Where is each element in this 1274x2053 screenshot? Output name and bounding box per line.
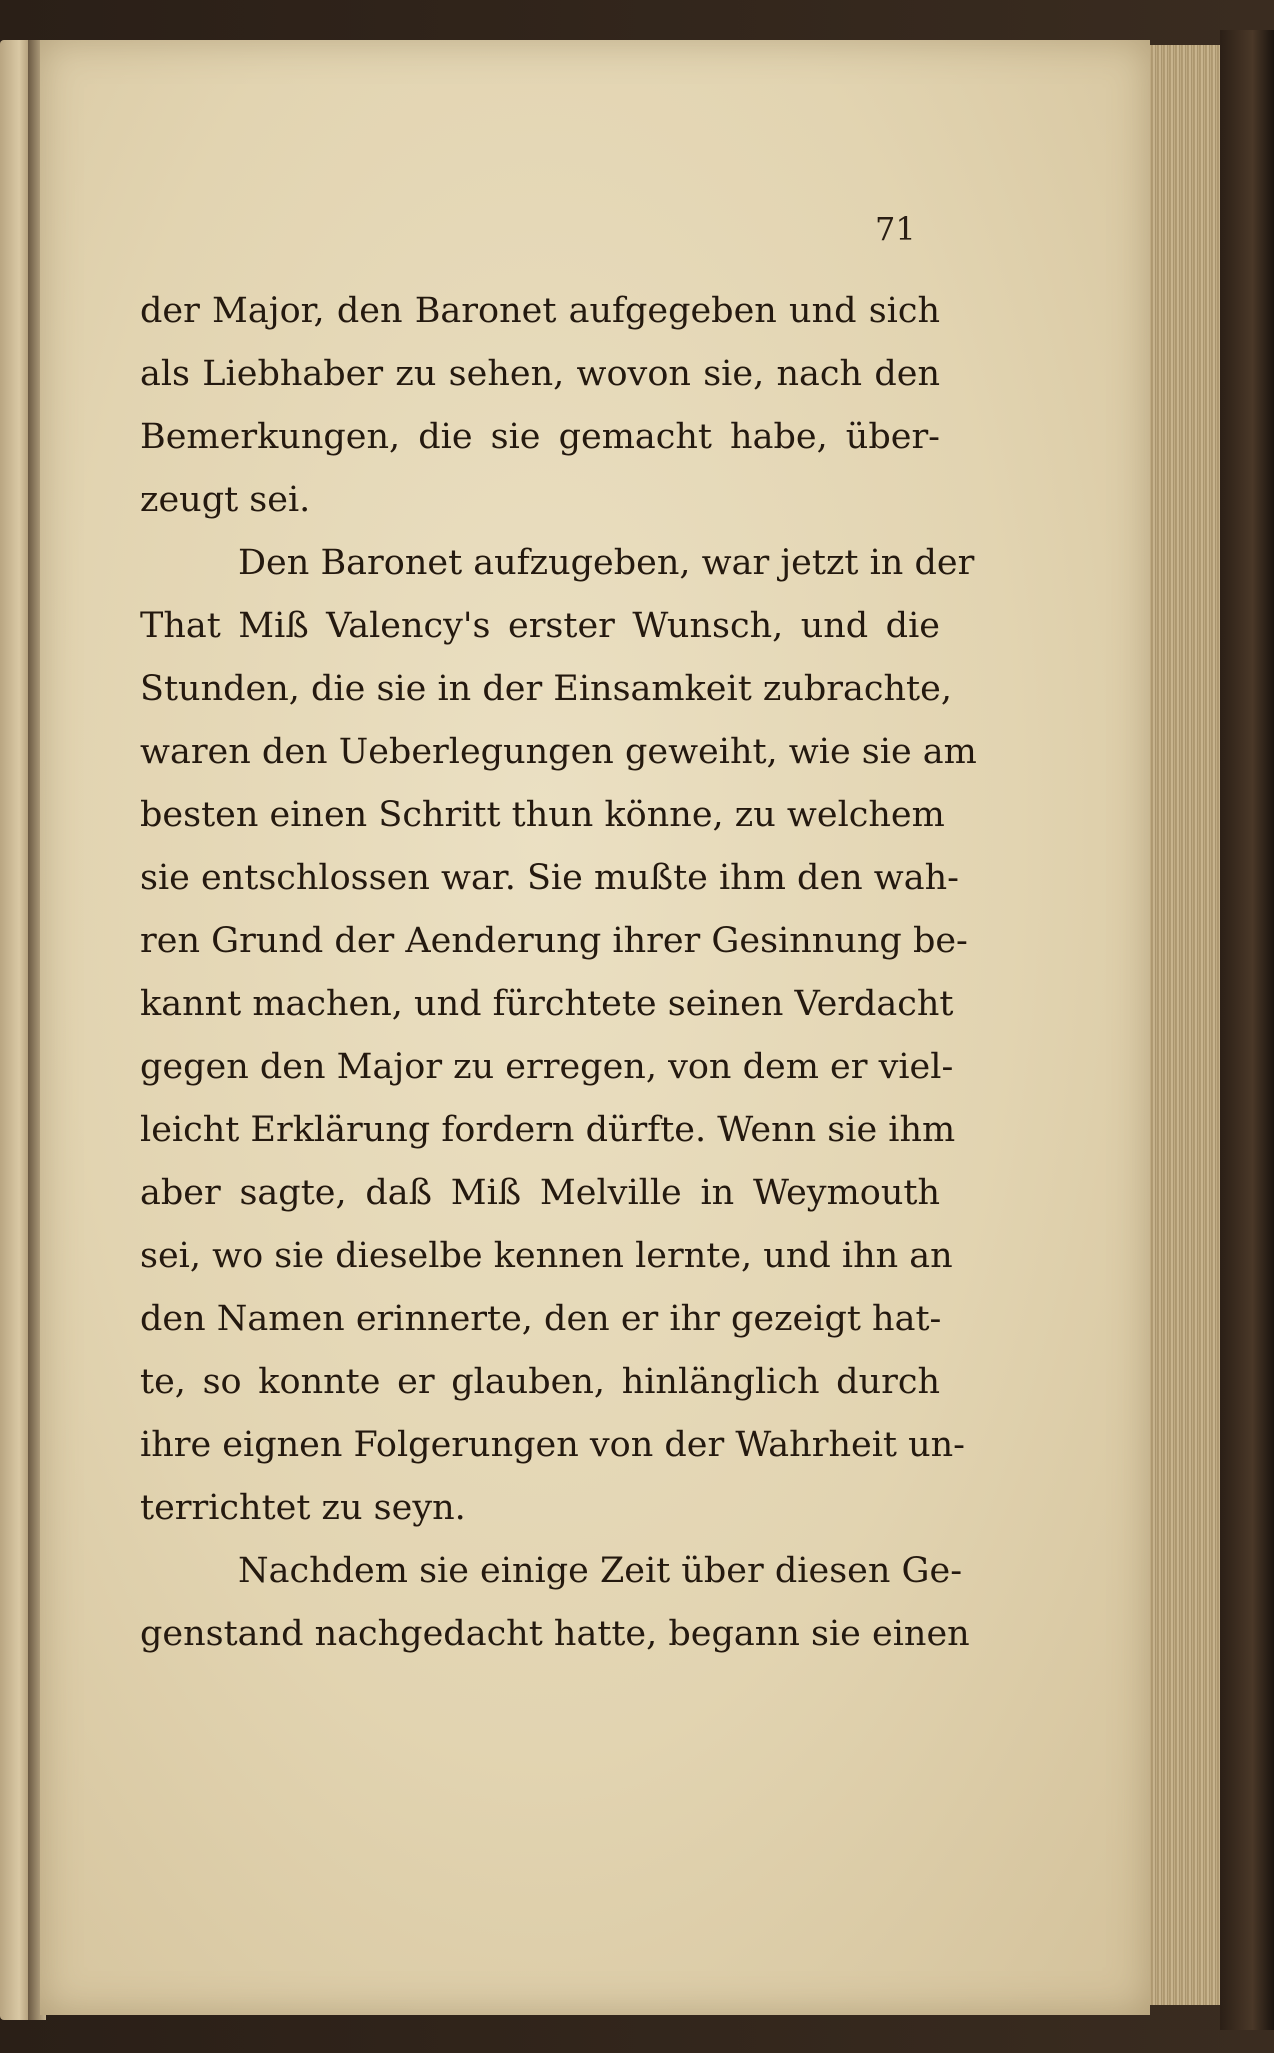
page-number: 71	[875, 210, 916, 248]
text-line: ihre eignen Folgerungen von der Wahrheit un-	[140, 1425, 965, 1465]
page-block-edges	[1150, 45, 1226, 2005]
text-line: besten einen Schritt thun könne, zu welchem	[140, 795, 945, 835]
text-line: den Namen erinnerte, den er ihr gezeigt hat-	[140, 1299, 942, 1339]
text-line: sie entschlossen war. Sie mußte ihm den wah-	[140, 858, 959, 898]
text-line: That Miß Valency's erster Wunsch, und die	[140, 606, 940, 646]
text-line: genstand nachgedacht hatte, begann sie einen	[140, 1614, 970, 1654]
paragraph-start-line: Den Baronet aufzugeben, war jetzt in der	[238, 543, 975, 583]
paragraph-start-line: Nachdem sie einige Zeit über diesen Ge-	[238, 1551, 963, 1591]
text-line: sei, wo sie dieselbe kennen lernte, und ihn an	[140, 1236, 953, 1276]
text-line: Stunden, die sie in der Einsamkeit zubrachte,	[140, 669, 952, 709]
text-line: aber sagte, daß Miß Melville in Weymouth	[140, 1173, 940, 1213]
text-line: zeugt sei.	[140, 480, 311, 520]
text-line: leicht Erklärung fordern dürfte. Wenn sie ihm	[140, 1110, 956, 1150]
page-body-text	[140, 280, 977, 1666]
text-line: te, so konnte er glauben, hinlänglich durch	[140, 1362, 940, 1402]
text-line: terrichtet zu seyn.	[140, 1488, 466, 1528]
text-line: als Liebhaber zu sehen, wovon sie, nach den	[140, 354, 940, 394]
text-line: kannt machen, und fürchtete seinen Verdacht	[140, 984, 954, 1024]
text-line: ren Grund der Aenderung ihrer Gesinnung be-	[140, 921, 968, 961]
text-line: gegen den Major zu erregen, von dem er viel-	[140, 1047, 954, 1087]
book-cover-edge	[1220, 30, 1274, 2030]
text-line: Bemerkungen, die sie gemacht habe, über-	[140, 417, 940, 457]
text-line: waren den Ueberlegungen geweiht, wie sie am	[140, 732, 977, 772]
text-line: der Major, den Baronet aufgegeben und sich	[140, 291, 940, 331]
